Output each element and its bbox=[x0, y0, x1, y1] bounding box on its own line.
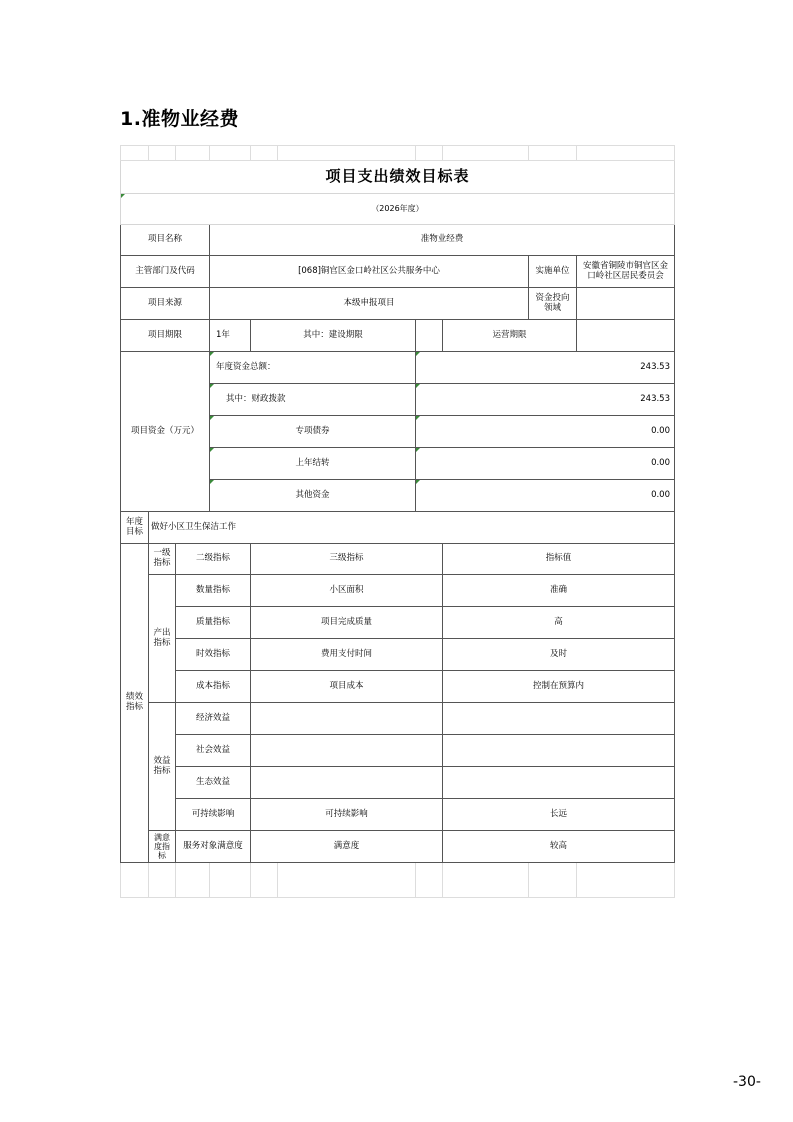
dept-value: [068]铜官区金口岭社区公共服务中心 bbox=[210, 256, 529, 288]
indicator-l2: 服务对象满意度 bbox=[176, 831, 251, 863]
funds-other-value: 0.00 bbox=[416, 480, 675, 512]
indicator-value: 长远 bbox=[443, 799, 675, 831]
indicator-l3: 可持续影响 bbox=[251, 799, 443, 831]
header-level2: 二级指标 bbox=[176, 544, 251, 575]
build-label: 其中：建设期限 bbox=[251, 320, 416, 352]
table-title: 项目支出绩效目标表 bbox=[121, 161, 675, 194]
indicator-l2: 数量指标 bbox=[176, 575, 251, 607]
funds-total-label: 年度资金总额： bbox=[210, 352, 416, 384]
indicator-l3 bbox=[251, 767, 443, 799]
benefit-label: 效益指标 bbox=[149, 703, 176, 831]
indicator-l2: 成本指标 bbox=[176, 671, 251, 703]
indicator-l2: 生态效益 bbox=[176, 767, 251, 799]
table-row bbox=[121, 575, 675, 607]
table-row bbox=[121, 607, 675, 639]
header-value: 指标值 bbox=[443, 544, 675, 575]
project-name-label: 项目名称 bbox=[121, 225, 210, 256]
section-heading: 1.准物业经费 bbox=[120, 108, 239, 130]
performance-target-table bbox=[120, 145, 675, 898]
header-level1: 一级指标 bbox=[149, 544, 176, 575]
period-value: 1年 bbox=[210, 320, 251, 352]
table-row bbox=[121, 671, 675, 703]
funds-fiscal-label: 其中：财政拨款 bbox=[210, 384, 416, 416]
source-label: 项目来源 bbox=[121, 288, 210, 320]
dept-label: 主管部门及代码 bbox=[121, 256, 210, 288]
indicator-value: 高 bbox=[443, 607, 675, 639]
indicator-value bbox=[443, 735, 675, 767]
ops-value bbox=[577, 320, 675, 352]
indicator-l3 bbox=[251, 703, 443, 735]
funds-fiscal-value: 243.53 bbox=[416, 384, 675, 416]
table-row bbox=[121, 703, 675, 735]
project-name-value: 准物业经费 bbox=[210, 225, 675, 256]
indicator-l2: 可持续影响 bbox=[176, 799, 251, 831]
ops-label: 运营期限 bbox=[443, 320, 577, 352]
header-level3: 三级指标 bbox=[251, 544, 443, 575]
satisfaction-label: 满意度指标 bbox=[149, 831, 176, 863]
funds-total-value: 243.53 bbox=[416, 352, 675, 384]
invest-value bbox=[577, 288, 675, 320]
perf-label: 绩效指标 bbox=[121, 544, 149, 863]
indicator-value: 控制在预算内 bbox=[443, 671, 675, 703]
source-value: 本级申报项目 bbox=[210, 288, 529, 320]
indicator-l3: 满意度 bbox=[251, 831, 443, 863]
indicator-l3: 项目完成质量 bbox=[251, 607, 443, 639]
table-row bbox=[121, 799, 675, 831]
indicator-l3: 小区面积 bbox=[251, 575, 443, 607]
page-number: -30- bbox=[733, 1074, 761, 1090]
table-row bbox=[121, 735, 675, 767]
impl-label: 实施单位 bbox=[529, 256, 577, 288]
annual-goal-label: 年度目标 bbox=[121, 512, 149, 544]
indicator-l2: 时效指标 bbox=[176, 639, 251, 671]
indicator-value: 及时 bbox=[443, 639, 675, 671]
table-row bbox=[121, 831, 675, 863]
indicator-l3: 费用支付时间 bbox=[251, 639, 443, 671]
indicator-l2: 经济效益 bbox=[176, 703, 251, 735]
invest-label: 资金投向领域 bbox=[529, 288, 577, 320]
indicator-l3: 项目成本 bbox=[251, 671, 443, 703]
funds-label: 项目资金（万元） bbox=[121, 352, 210, 512]
table-row bbox=[121, 767, 675, 799]
table-year: （2026年度） bbox=[121, 194, 675, 225]
indicator-value: 准确 bbox=[443, 575, 675, 607]
output-label: 产出指标 bbox=[149, 575, 176, 703]
build-value bbox=[416, 320, 443, 352]
indicator-l2: 质量指标 bbox=[176, 607, 251, 639]
annual-goal-value: 做好小区卫生保洁工作 bbox=[149, 512, 675, 544]
indicator-l2: 社会效益 bbox=[176, 735, 251, 767]
indicator-l3 bbox=[251, 735, 443, 767]
funds-bond-label: 专项债券 bbox=[210, 416, 416, 448]
funds-bond-value: 0.00 bbox=[416, 416, 675, 448]
performance-table-sheet bbox=[120, 145, 674, 900]
funds-carryover-value: 0.00 bbox=[416, 448, 675, 480]
indicator-value: 较高 bbox=[443, 831, 675, 863]
indicator-value bbox=[443, 703, 675, 735]
indicator-value bbox=[443, 767, 675, 799]
impl-value: 安徽省铜陵市铜官区金口岭社区居民委员会 bbox=[577, 256, 675, 288]
funds-carryover-label: 上年结转 bbox=[210, 448, 416, 480]
funds-other-label: 其他资金 bbox=[210, 480, 416, 512]
period-label: 项目期限 bbox=[121, 320, 210, 352]
table-row bbox=[121, 639, 675, 671]
